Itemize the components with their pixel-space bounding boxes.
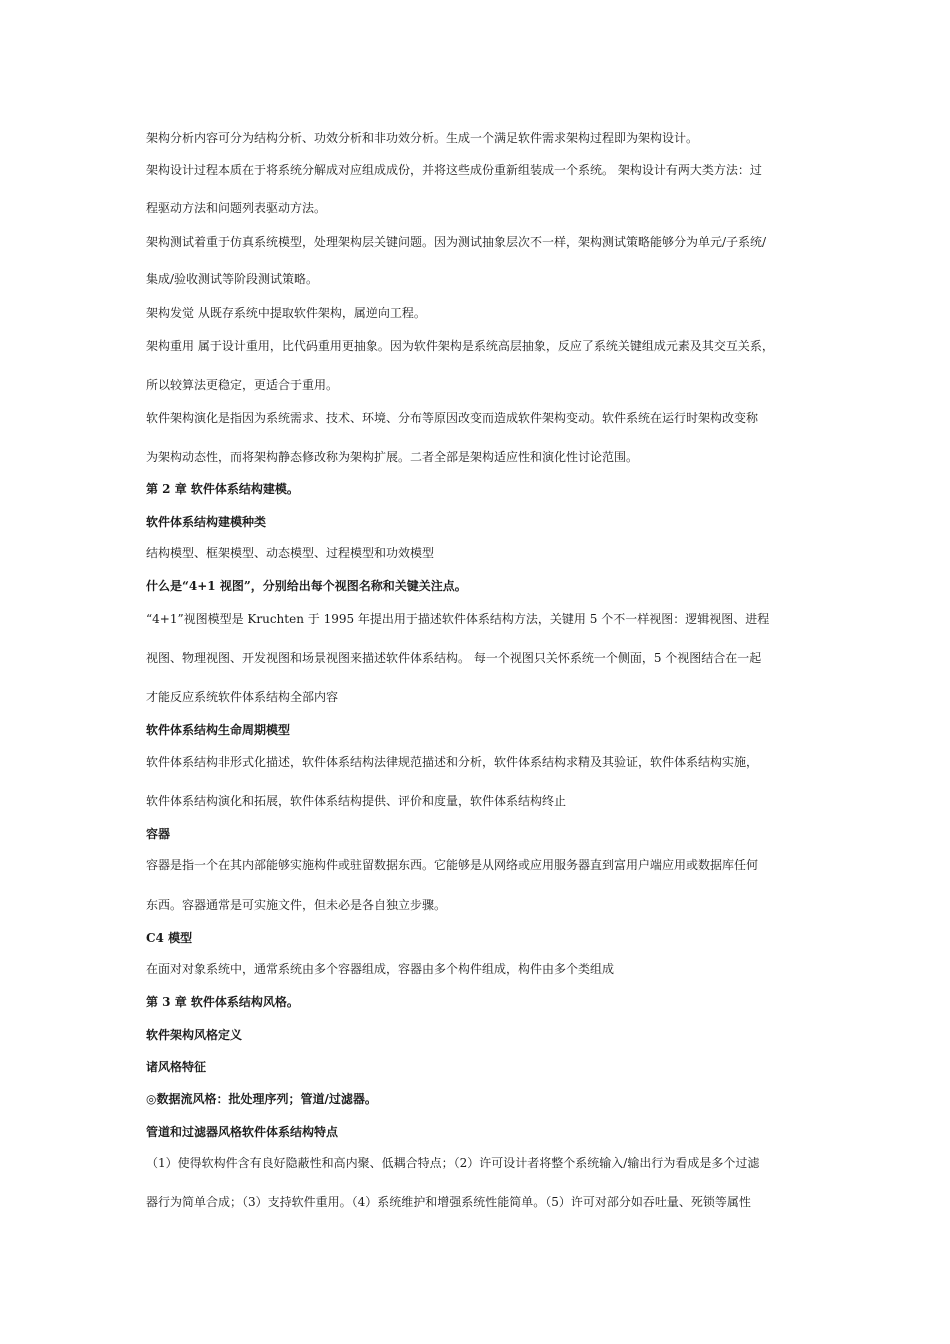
paragraph-line: 容器是指一个在其内部能够实施构件或驻留数据东西。它能够是从网络或应用服务器直到富用户端应用或数据库任何 [146, 858, 759, 872]
section-heading: 软件体系结构生命周期模型 [146, 723, 291, 737]
section-heading: 管道和过滤器风格软件体系结构特点 [146, 1125, 339, 1139]
chapter-heading: 第 3 章 软件体系结构风格。 [146, 995, 299, 1009]
paragraph-line: 架构重用 属于设计重用，比代码重用更抽象。因为软件架构是系统高层抽象，反应了系统关键组成元素及其交互关系， [146, 339, 774, 353]
paragraph-line: 软件体系结构演化和拓展，软件体系结构提供、评价和度量，软件体系结构终止 [146, 794, 567, 808]
paragraph-line: 架构设计过程本质在于将系统分解成对应组成成份，并将这些成份重新组装成一个系统。 架构设计有两大类方法：过 [146, 163, 762, 177]
section-heading: 软件体系结构建模种类 [146, 515, 267, 529]
paragraph-line: 架构发觉 从既存系统中提取软件架构，属逆向工程。 [146, 306, 426, 320]
paragraph-line: 程驱动方法和问题列表驱动方法。 [146, 201, 327, 215]
chapter-heading: 第 2 章 软件体系结构建模。 [146, 482, 299, 496]
paragraph-line: 在面对对象系统中，通常系统由多个容器组成，容器由多个构件组成，构件由多个类组成 [146, 962, 615, 976]
paragraph-line: 架构分析内容可分为结构分析、功效分析和非功效分析。生成一个满足软件需求架构过程即为架构设计。 [146, 131, 699, 145]
section-heading: 什么是“4+1 视图”，分别给出每个视图名称和关键关注点。 [146, 579, 467, 593]
paragraph-line: 才能反应系统软件体系结构全部内容 [146, 690, 339, 704]
section-heading: 软件架构风格定义 [146, 1028, 243, 1042]
section-heading: ◎数据流风格：批处理序列；管道/过滤器。 [146, 1092, 377, 1106]
paragraph-line: 视图、物理视图、开发视图和场景视图来描述软件体系结构。 每一个视图只关怀系统一个侧面，5 个视图结合在一起 [146, 651, 762, 665]
paragraph-line: 结构模型、框架模型、动态模型、过程模型和功效模型 [146, 546, 435, 560]
section-heading: 容器 [146, 827, 171, 841]
paragraph-line: 软件体系结构非形式化描述，软件体系结构法律规范描述和分析，软件体系结构求精及其验证，软件体系结构实施， [146, 755, 759, 769]
paragraph-line: 集成/验收测试等阶段测试策略。 [146, 272, 319, 286]
section-heading: C4 模型 [146, 931, 193, 945]
paragraph-line: 软件架构演化是指因为系统需求、技术、环境、分布等原因改变而造成软件架构变动。软件系统在运行时架构改变称 [146, 411, 759, 425]
section-heading: 诸风格特征 [146, 1060, 207, 1074]
paragraph-line: 架构测试着重于仿真系统模型，处理架构层关键问题。因为测试抽象层次不一样，架构测试策略能够分为单元/子系统/ [146, 235, 767, 249]
paragraph-line: （1）使得软构件含有良好隐蔽性和高内聚、低耦合特点；（2）许可设计者将整个系统输入/输出行为看成是多个过滤 [146, 1156, 760, 1170]
paragraph-line: 所以较算法更稳定，更适合于重用。 [146, 378, 339, 392]
paragraph-line: 东西。容器通常是可实施文件，但未必是各自独立步骤。 [146, 898, 447, 912]
paragraph-line: “4+1”视图模型是 Kruchten 于 1995 年提出用于描述软件体系结构方法，关键用 5 个不一样视图：逻辑视图、进程 [146, 612, 770, 626]
paragraph-line: 器行为简单合成；（3）支持软件重用。（4）系统维护和增强系统性能简单。（5）许可对部分如吞吐量、死锁等属性 [146, 1195, 751, 1209]
paragraph-line: 为架构动态性，而将架构静态修改称为架构扩展。二者全部是架构适应性和演化性讨论范围。 [146, 450, 639, 464]
